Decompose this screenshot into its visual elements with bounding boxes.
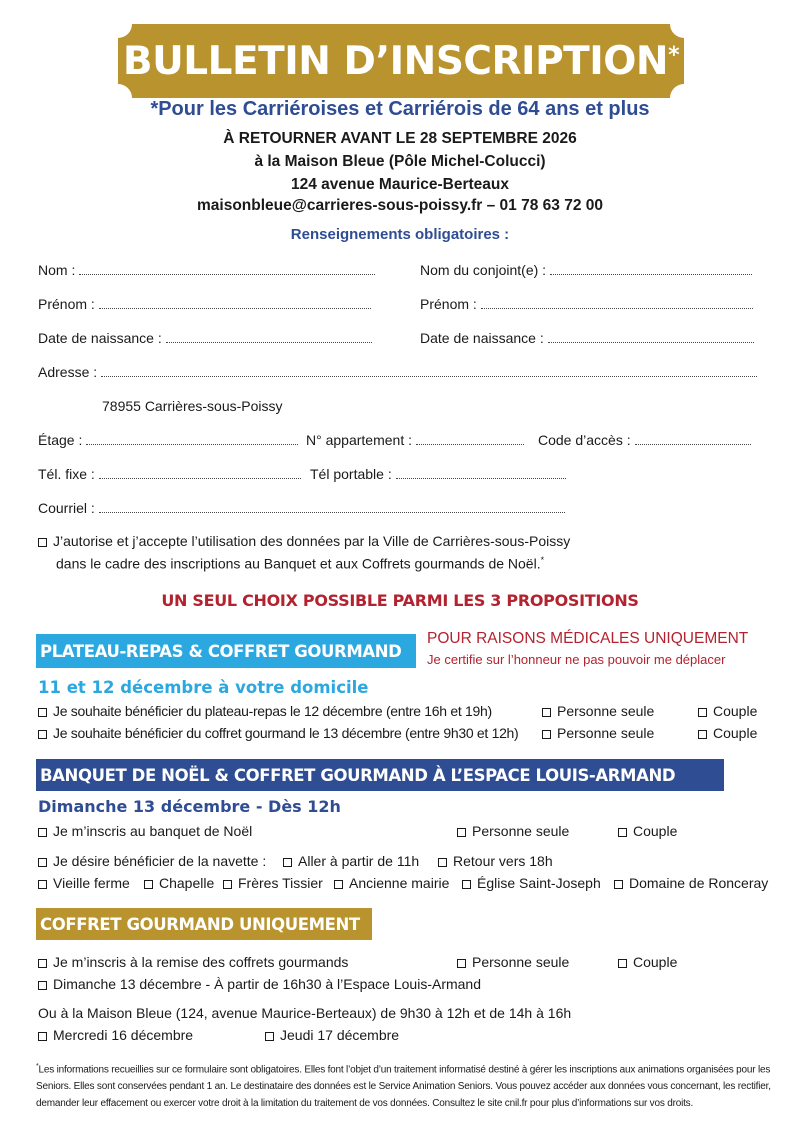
checkbox-icon[interactable] (265, 1032, 274, 1041)
navette-option[interactable]: Je désire bénéficier de la navette : (38, 853, 266, 869)
page-title: BULLETIN D’INSCRIPTION * (122, 38, 680, 84)
section1-date: 11 et 12 décembre à votre domicile (38, 678, 369, 697)
adresse-field[interactable]: Adresse : (38, 364, 757, 380)
checkbox-icon[interactable] (698, 730, 707, 739)
appartement-field[interactable]: N° appartement : (306, 432, 524, 448)
consent-checkbox[interactable]: J’autorise et j’accepte l’utilisation des données par la Ville de Carrières-sous-Poissy (38, 533, 570, 549)
section-plateau-bar: PLATEAU-REPAS & COFFRET GOURMAND (36, 634, 416, 668)
section-banquet-bar: BANQUET DE NOËL & COFFRET GOURMAND À L’ESPACE LOUIS-ARMAND (36, 759, 724, 791)
checkbox-icon[interactable] (438, 858, 447, 867)
coffret-remise-couple[interactable]: Couple (618, 954, 677, 970)
deadline: À RETOURNER AVANT LE 28 SEPTEMBRE 2026 (223, 130, 577, 147)
stop-chapelle[interactable]: Chapelle (144, 875, 214, 891)
checkbox-icon[interactable] (462, 880, 471, 889)
prenom-field[interactable]: Prénom : (38, 296, 371, 312)
section-coffret-bar: COFFRET GOURMAND UNIQUEMENT (36, 908, 372, 940)
ville-text: 78955 Carrières-sous-Poissy (102, 398, 283, 414)
choice-notice: UN SEUL CHOIX POSSIBLE PARMI LES 3 PROPOSITIONS (161, 591, 639, 610)
stop-domaine-ronceray[interactable]: Domaine de Ronceray (614, 875, 768, 891)
tel-portable-field[interactable]: Tél portable : (310, 466, 566, 482)
checkbox-icon[interactable] (542, 708, 551, 717)
contact: maisonbleue@carrieres-sous-poissy.fr – 01 78 63 72 00 (197, 197, 603, 214)
maison-bleue-hours: Ou à la Maison Bleue (124, avenue Maurice-Berteaux) de 9h30 à 12h et de 14h à 16h (38, 1005, 572, 1021)
etage-field[interactable]: Étage : (38, 432, 298, 448)
checkbox-icon[interactable] (38, 1032, 47, 1041)
coffret-remise-seule[interactable]: Personne seule (457, 954, 569, 970)
stop-vieille-ferme[interactable]: Vieille ferme (38, 875, 130, 891)
checkbox-icon[interactable] (38, 828, 47, 837)
checkbox-icon[interactable] (38, 708, 47, 717)
consent-text-2: dans le cadre des inscriptions au Banquet et aux Coffrets gourmands de Noël.* (56, 555, 545, 572)
plateau-seule-option[interactable]: Personne seule (542, 703, 654, 719)
navette-aller-option[interactable]: Aller à partir de 11h (283, 853, 419, 869)
plateau-repas-option[interactable]: Je souhaite bénéficier du plateau-repas le 12 décembre (entre 16h et 19h) (38, 703, 492, 719)
address: 124 avenue Maurice-Berteaux (291, 176, 509, 193)
coffret-couple-option[interactable]: Couple (698, 725, 757, 741)
checkbox-icon[interactable] (38, 880, 47, 889)
courriel-field[interactable]: Courriel : (38, 500, 565, 516)
tel-fixe-field[interactable]: Tél. fixe : (38, 466, 301, 482)
subtitle: *Pour les Carriéroises et Carriérois de 64 ans et plus (150, 98, 650, 120)
coffret-jeudi-option[interactable]: Jeudi 17 décembre (265, 1027, 399, 1043)
coffret-remise-option[interactable]: Je m’inscris à la remise des coffrets gourmands (38, 954, 348, 970)
checkbox-icon[interactable] (38, 959, 47, 968)
checkbox-icon[interactable] (334, 880, 343, 889)
coffret-dimanche-option[interactable]: Dimanche 13 décembre - À partir de 16h30 à l’Espace Louis-Armand (38, 976, 481, 992)
checkbox-icon[interactable] (698, 708, 707, 717)
stop-eglise-saint-joseph[interactable]: Église Saint-Joseph (462, 875, 601, 891)
medical-title: POUR RAISONS MÉDICALES UNIQUEMENT (427, 630, 749, 647)
plateau-couple-option[interactable]: Couple (698, 703, 757, 719)
coffret-domicile-option[interactable]: Je souhaite bénéficier du coffret gourmand le 13 décembre (entre 9h30 et 12h) (38, 725, 518, 741)
checkbox-icon[interactable] (614, 880, 623, 889)
checkbox-icon[interactable] (38, 981, 47, 990)
code-acces-field[interactable]: Code d’accès : (538, 432, 751, 448)
nom-field[interactable]: Nom : (38, 262, 375, 278)
coffret-mercredi-option[interactable]: Mercredi 16 décembre (38, 1027, 193, 1043)
stop-freres-tissier[interactable]: Frères Tissier (223, 875, 323, 891)
coffret-seule-option[interactable]: Personne seule (542, 725, 654, 741)
navette-retour-option[interactable]: Retour vers 18h (438, 853, 553, 869)
section2-date: Dimanche 13 décembre - Dès 12h (38, 797, 341, 816)
stop-ancienne-mairie[interactable]: Ancienne mairie (334, 875, 449, 891)
checkbox-icon[interactable] (457, 828, 466, 837)
checkbox-icon[interactable] (618, 959, 627, 968)
nom-conjoint-field[interactable]: Nom du conjoint(e) : (420, 262, 752, 278)
prenom-conjoint-field[interactable]: Prénom : (420, 296, 753, 312)
banquet-couple-option[interactable]: Couple (618, 823, 677, 839)
banquet-seule-option[interactable]: Personne seule (457, 823, 569, 839)
checkbox-icon[interactable] (38, 730, 47, 739)
naissance-conjoint-field[interactable]: Date de naissance : (420, 330, 754, 346)
medical-sub: Je certifie sur l’honneur ne pas pouvoir me déplacer (427, 652, 726, 667)
checkbox-icon[interactable] (283, 858, 292, 867)
required-heading: Renseignements obligatoires : (290, 226, 510, 243)
checkbox-icon[interactable] (618, 828, 627, 837)
title-banner (118, 24, 684, 98)
checkbox-icon[interactable] (144, 880, 153, 889)
banquet-option[interactable]: Je m’inscris au banquet de Noël (38, 823, 252, 839)
naissance-field[interactable]: Date de naissance : (38, 330, 372, 346)
checkbox-icon[interactable] (542, 730, 551, 739)
legal-footnote: *Les informations recueillies sur ce formulaire sont obligatoires. Elles font l’objet d’un traitement informatisé destiné à gérer les inscriptions aux animations organisées pour les Seniors. Elles sont conservées pendant 1 an. Le destinataire des données est le Service Animation Seniors. Vous pouvez accéder aux données vous concernant, les rectifier, demander leur effacement ou exercer votre droit à la limitation du traitement de vos données. Consultez le site cnil.fr pour plus d’informations sur vos droits. (36, 1063, 771, 1110)
checkbox-icon[interactable] (38, 858, 47, 867)
checkbox-icon[interactable] (457, 959, 466, 968)
checkbox-icon[interactable] (223, 880, 232, 889)
location: à la Maison Bleue (Pôle Michel-Colucci) (254, 153, 546, 170)
checkbox-icon[interactable] (38, 538, 47, 547)
